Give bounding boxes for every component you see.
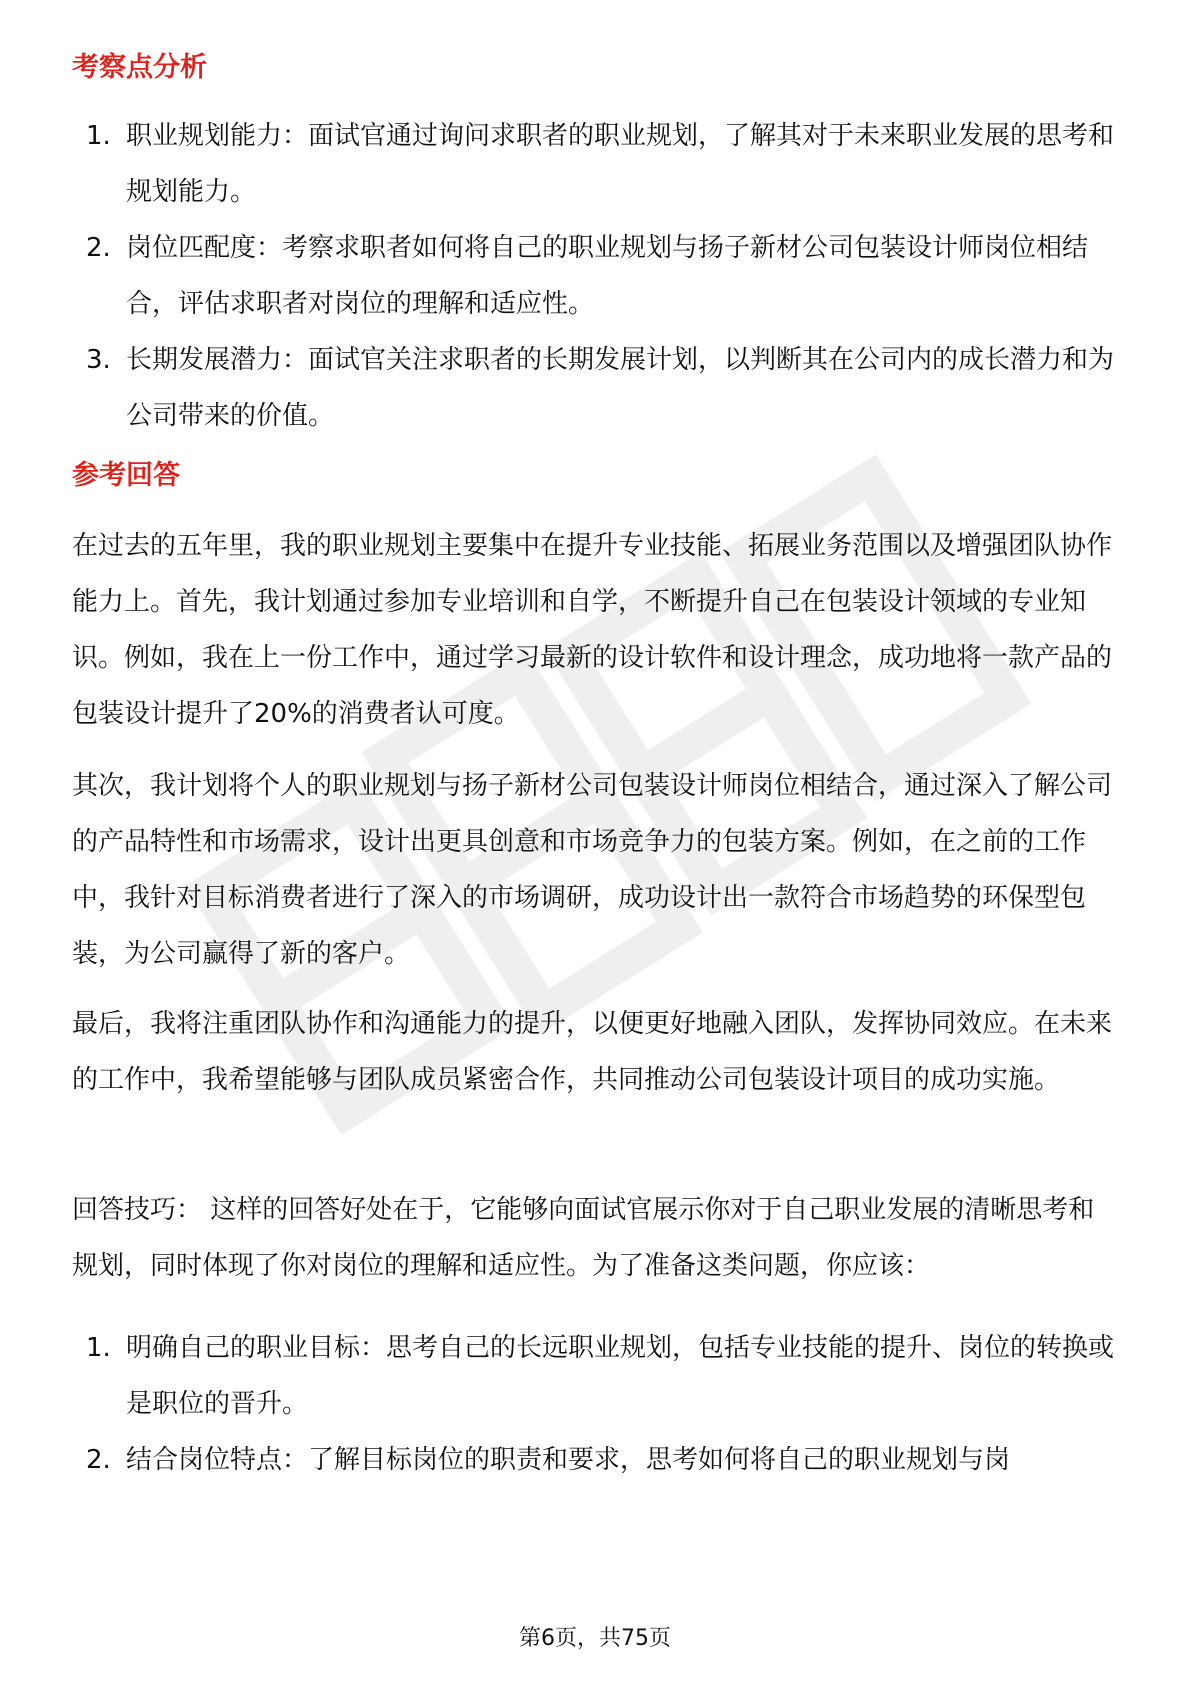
answer-title: 参考回答 <box>72 460 180 491</box>
list-item <box>72 108 1118 220</box>
list-item <box>72 1432 1118 1488</box>
list-item <box>72 1320 1118 1432</box>
answer-paragraph-3: 最后，我将注重团队协作和沟通能力的提升，以便更好地融入团队，发挥协同效应。在未来的工作中，我希望能够与团队成员紧密合作，共同推动公司包装设计项目的成功实施。 <box>72 1009 1113 1095</box>
list-number: 3. <box>86 345 111 375</box>
page-number: 第6页，共75页 <box>519 1626 671 1651</box>
list-text: 岗位匹配度：考察求职者如何将自己的职业规划与扬子新材公司包装设计师岗位相结合，评估求职者对岗位的理解和适应性。 <box>126 233 1089 319</box>
answer-paragraph-1: 在过去的五年里，我的职业规划主要集中在提升专业技能、拓展业务范围以及增强团队协作能力上。首先，我计划通过参加专业培训和自学，不断提升自己在包装设计领域的专业知识。例如，我在上一份工作中，通过学习最新的设计软件和设计理念，成功地将一款产品的包装设计提升了20%的消费者认可度。 <box>72 531 1113 729</box>
analysis-title: 考察点分析 <box>72 52 207 83</box>
list-number: 1. <box>86 1333 111 1363</box>
list-item <box>72 332 1118 444</box>
list-number: 2. <box>86 1445 111 1475</box>
list-text: 长期发展潜力：面试官关注求职者的长期发展计划，以判断其在公司内的成长潜力和为公司带来的价值。 <box>126 345 1115 431</box>
list-text: 结合岗位特点：了解目标岗位的职责和要求，思考如何将自己的职业规划与岗 <box>126 1445 1011 1475</box>
list-number: 2. <box>86 233 111 263</box>
analysis-list <box>72 108 1118 444</box>
list-item <box>72 220 1118 332</box>
list-text: 职业规划能力：面试官通过询问求职者的职业规划，了解其对于未来职业发展的思考和规划能力。 <box>126 121 1115 207</box>
list-text: 明确自己的职业目标：思考自己的长远职业规划，包括专业技能的提升、岗位的转换或是职位的晋升。 <box>126 1333 1115 1419</box>
list-number: 1. <box>86 121 111 151</box>
tips-list <box>72 1320 1118 1488</box>
tips-paragraph: 回答技巧： 这样的回答好处在于，它能够向面试官展示你对于自己职业发展的清晰思考和规划，同时体现了你对岗位的理解和适应性。为了准备这类问题，你应该： <box>72 1195 1095 1281</box>
answer-paragraph-2: 其次，我计划将个人的职业规划与扬子新材公司包装设计师岗位相结合，通过深入了解公司的产品特性和市场需求，设计出更具创意和市场竞争力的包装方案。例如，在之前的工作中，我针对目标消费者进行了深入的市场调研，成功设计出一款符合市场趋势的环保型包装，为公司赢得了新的客户。 <box>72 771 1113 969</box>
